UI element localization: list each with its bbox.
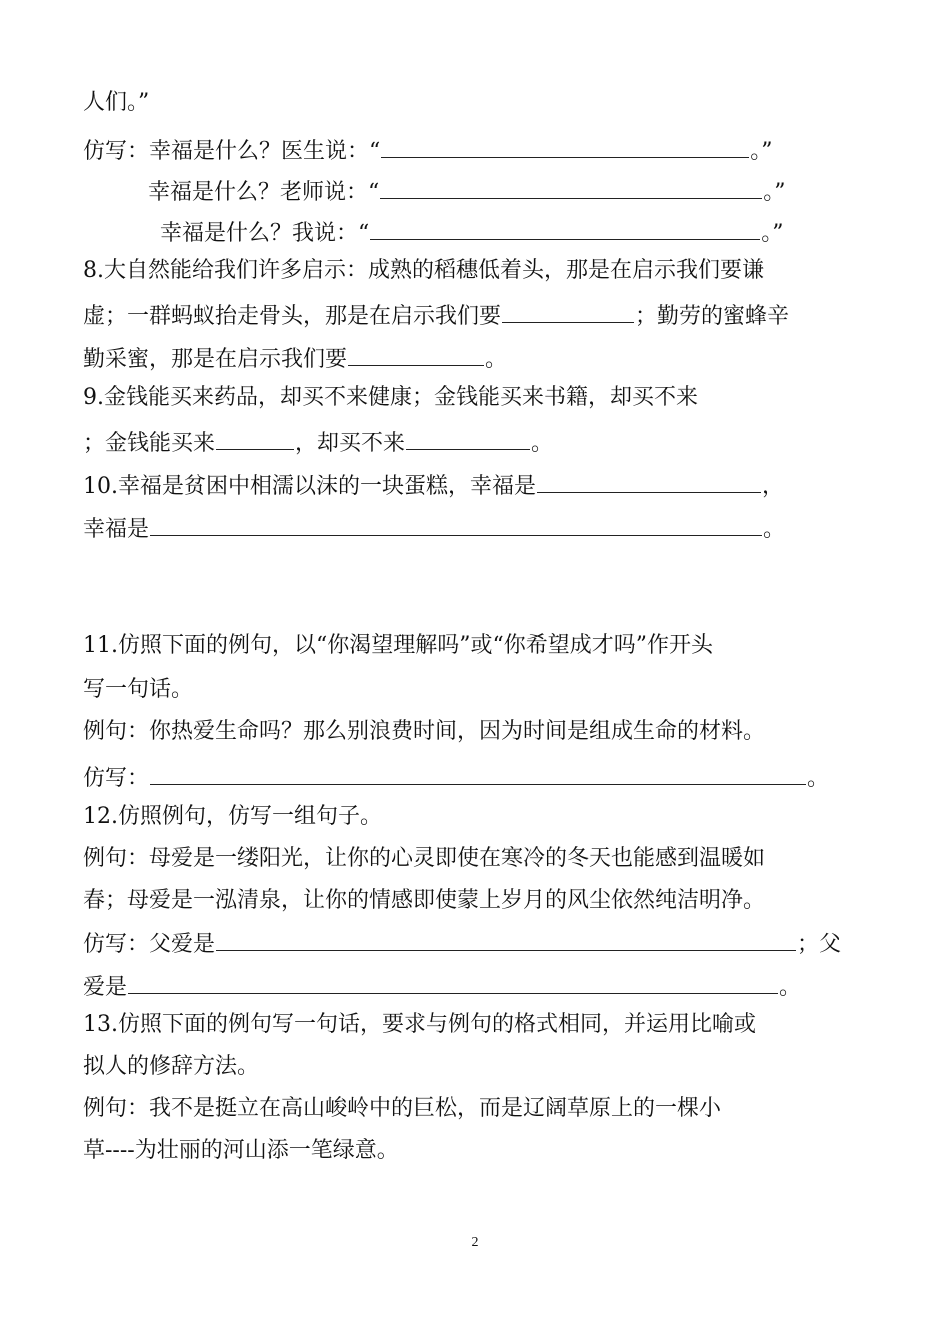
text-line: 9.金钱能买来药品，却买不来健康；金钱能买来书籍，却买不来	[83, 385, 698, 410]
fill-blank[interactable]	[406, 425, 530, 450]
page-number: 2	[471, 1235, 479, 1250]
text-line: 仿写：幸福是什么？医生说：“ 。”	[83, 133, 773, 167]
text-line: 11.仿照下面的例句，以“你渴望理解吗”或“你希望成才吗”作开头	[83, 633, 713, 658]
text-line: 例句：我不是挺立在高山峻岭中的巨松，而是辽阔草原上的一棵小	[83, 1096, 722, 1121]
fill-blank[interactable]	[381, 133, 749, 158]
text-line: ；金钱能买来 ，却买不来 。	[83, 425, 553, 459]
fill-blank[interactable]	[370, 215, 760, 240]
fill-blank[interactable]	[128, 969, 778, 994]
text-line: 仿写： 。	[83, 760, 829, 794]
text-line: 爱是 。	[83, 969, 801, 1003]
text-line: 8.大自然能给我们许多启示：成熟的稻穗低着头，那是在启示我们要谦	[83, 258, 764, 283]
text-line: 13.仿照下面的例句写一句话，要求与例句的格式相同，并运用比喻或	[83, 1012, 756, 1037]
text-line: 人们。”	[83, 90, 150, 115]
text-line: 仿写：父爱是 ；父	[83, 926, 841, 960]
text-line: 虚；一群蚂蚁抬走骨头，那是在启示我们要 ；勤劳的蜜蜂辛	[83, 298, 789, 332]
text-line: 幸福是什么？老师说：“ 。”	[148, 174, 786, 208]
text-line: 写一句话。	[83, 677, 194, 702]
fill-blank[interactable]	[150, 760, 806, 785]
text-line: 拟人的修辞方法。	[83, 1054, 260, 1079]
fill-blank[interactable]	[216, 425, 294, 450]
fill-blank[interactable]	[502, 298, 634, 323]
fill-blank[interactable]	[150, 511, 762, 536]
text-line: 10.幸福是贫困中相濡以沫的一块蛋糕，幸福是 ，	[83, 468, 784, 502]
text-line: 草----为壮丽的河山添一笔绿意。	[83, 1138, 399, 1163]
text-line: 12.仿照例句，仿写一组句子。	[83, 804, 382, 829]
fill-blank[interactable]	[216, 926, 796, 951]
fill-blank[interactable]	[537, 468, 761, 493]
fill-blank[interactable]	[348, 341, 484, 366]
text-line: 勤采蜜，那是在启示我们要 。	[83, 341, 507, 375]
text-line: 幸福是 。	[83, 511, 785, 545]
text-line: 幸福是什么？我说：“ 。”	[160, 215, 784, 249]
text-line: 春；母爱是一泓清泉，让你的情感即使蒙上岁月的风尘依然纯洁明净。	[83, 888, 766, 913]
fill-blank[interactable]	[380, 174, 762, 199]
text-line: 例句：你热爱生命吗？那么别浪费时间，因为时间是组成生命的材料。	[83, 719, 766, 744]
text-line: 例句：母爱是一缕阳光，让你的心灵即使在寒冷的冬天也能感到温暖如	[83, 846, 766, 871]
